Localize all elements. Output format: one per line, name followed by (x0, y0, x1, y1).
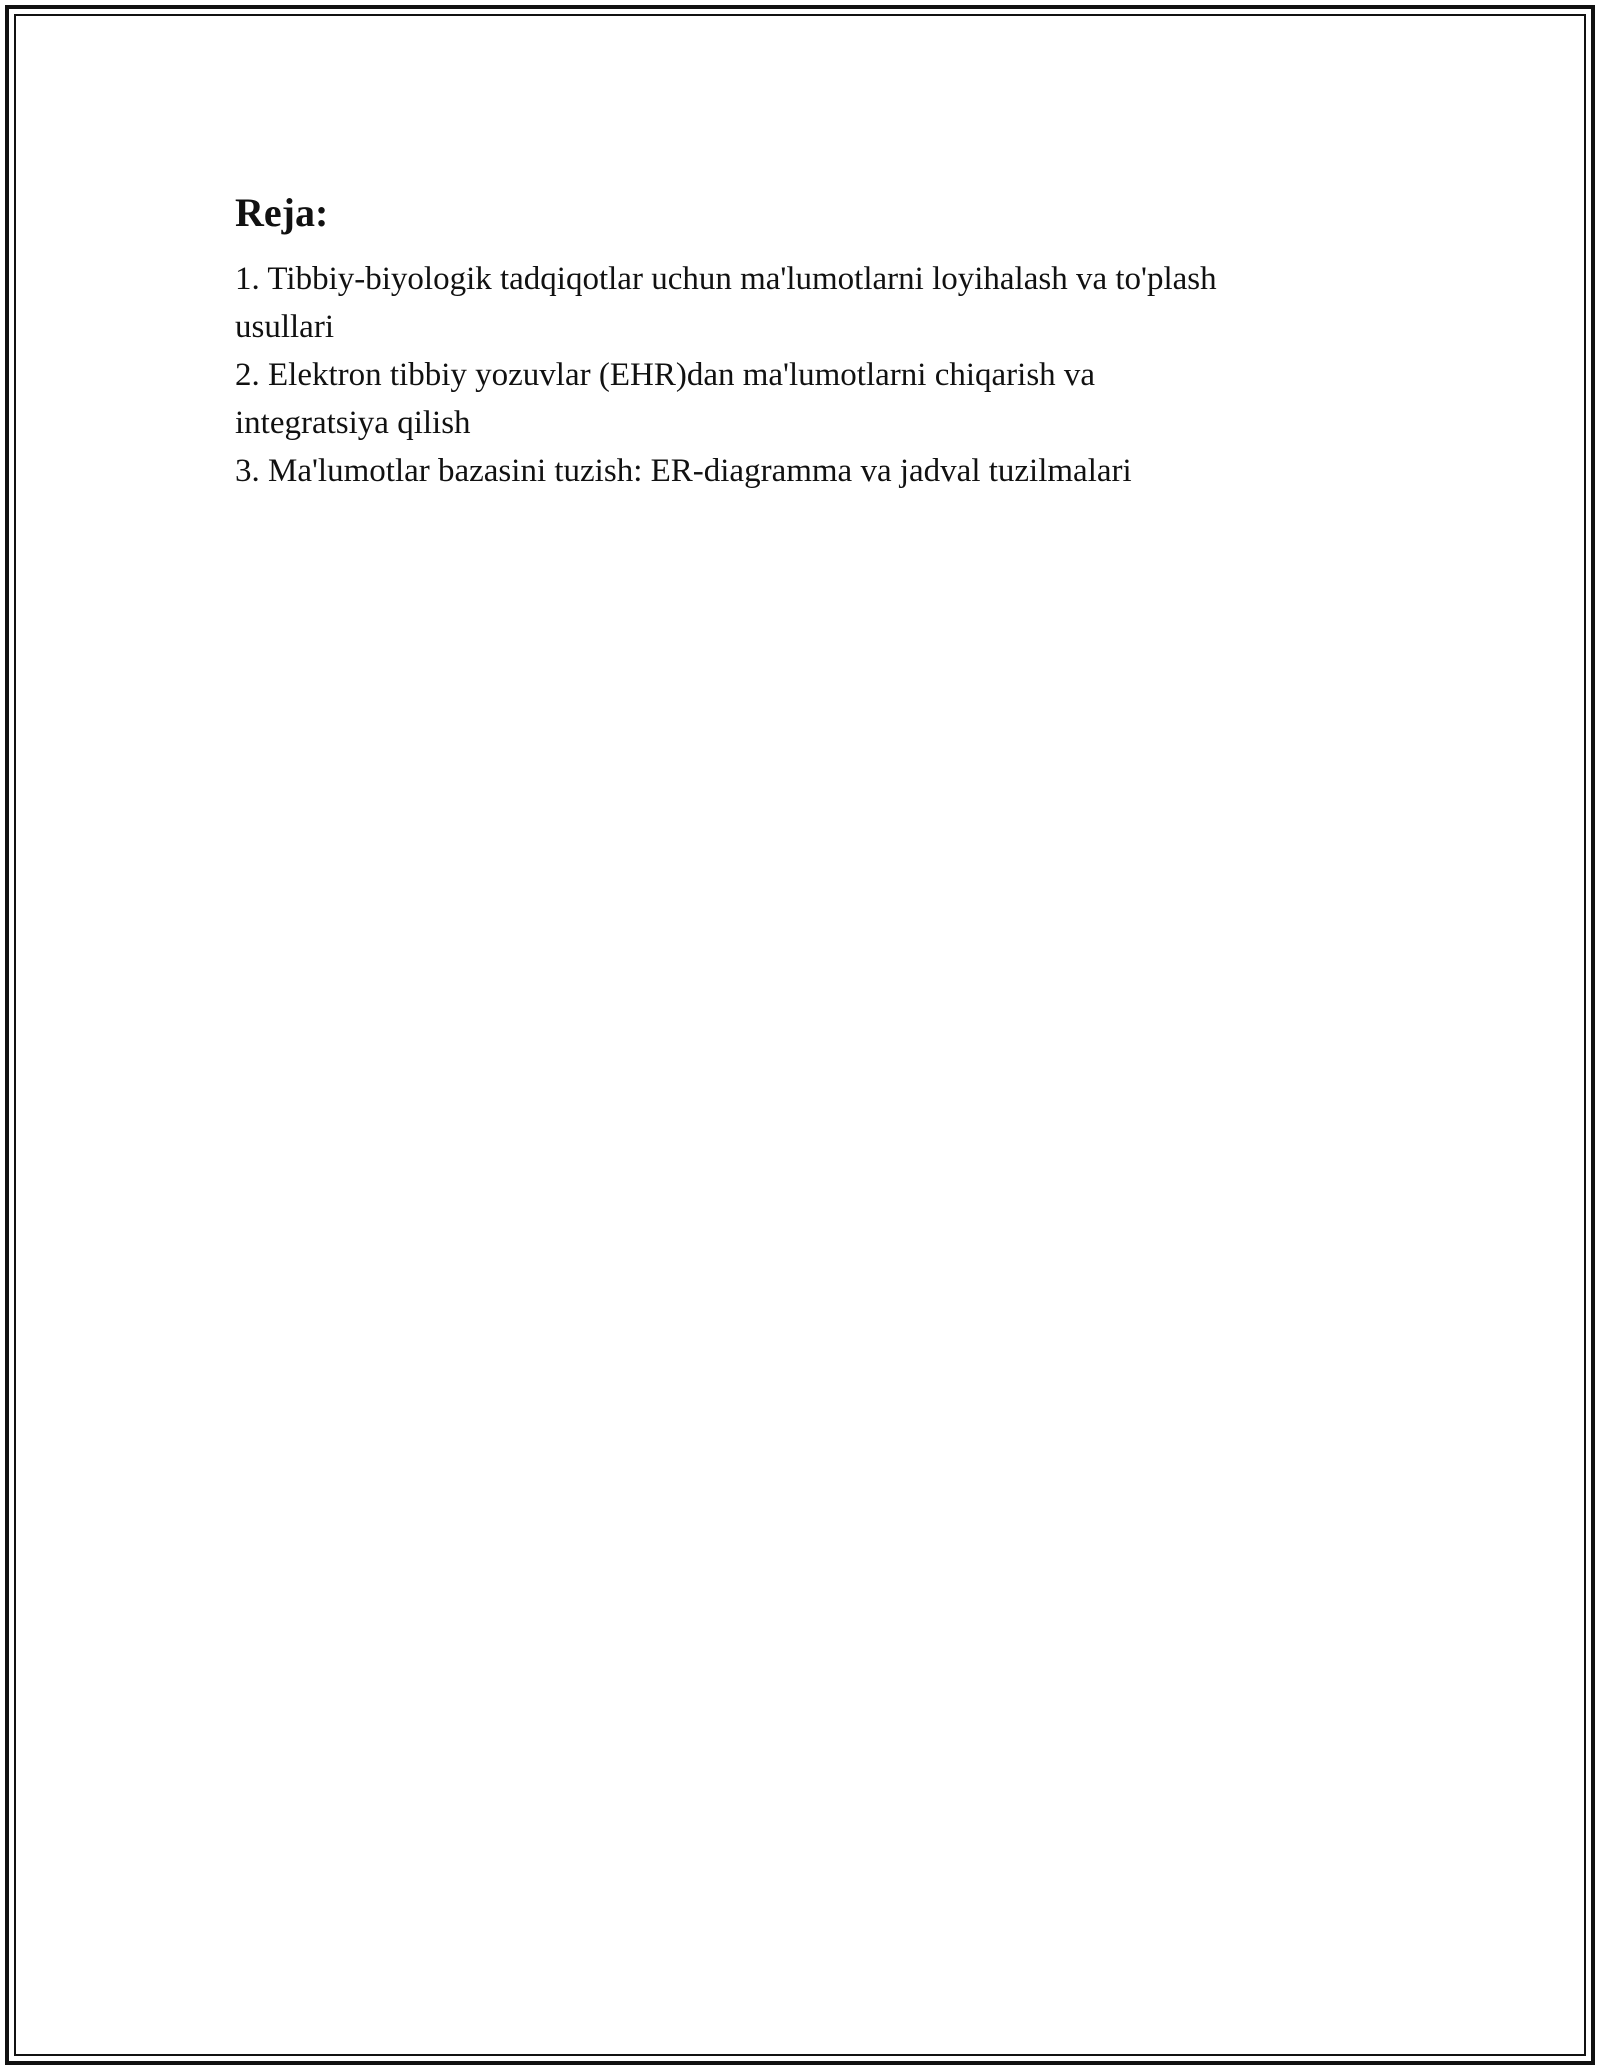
plan-item-2-line-1: 2. Elektron tibbiy yozuvlar (EHR)dan ma'lumotlarni chiqarish va (235, 357, 1096, 393)
plan-item-1-line-2: usullari (235, 309, 334, 345)
plan-item-3 (235, 447, 1365, 495)
plan-heading: Reja: (235, 190, 329, 235)
plan-item-2 (235, 351, 1365, 447)
plan-item-2-line-2: integratsiya qilish (235, 405, 471, 441)
page-content (235, 187, 1365, 495)
plan-item-1 (235, 255, 1365, 351)
plan-list (235, 255, 1365, 495)
plan-item-3-line-1: 3. Ma'lumotlar bazasini tuzish: ER-diagramma va jadval tuzilmalari (235, 453, 1132, 489)
plan-item-1-line-1: 1. Tibbiy-biyologik tadqiqotlar uchun ma'lumotlarni loyihalash va to'plash (235, 261, 1217, 297)
